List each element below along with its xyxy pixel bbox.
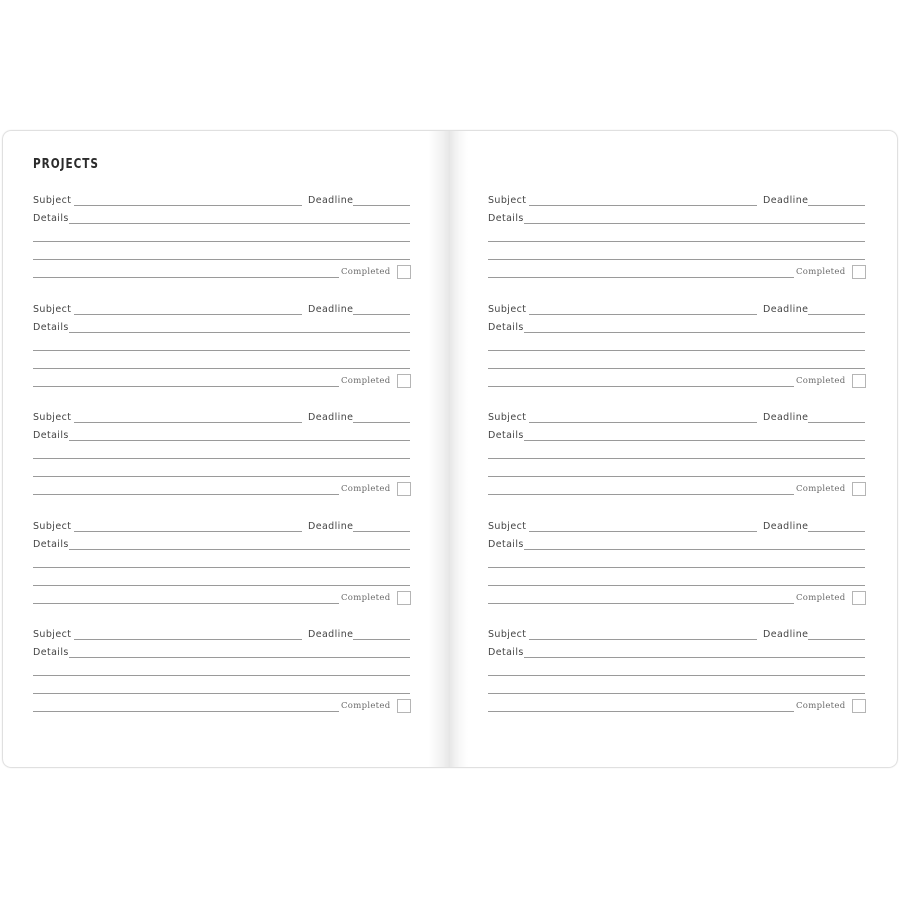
completed-checkbox[interactable]: [852, 374, 866, 388]
deadline-input-line[interactable]: [808, 531, 865, 532]
subject-label: Subject: [488, 303, 527, 315]
deadline-input-line[interactable]: [808, 314, 865, 315]
details-input-line[interactable]: [488, 693, 865, 694]
subject-input-line[interactable]: [529, 639, 757, 640]
details-input-line[interactable]: [69, 657, 410, 658]
subject-input-line[interactable]: [74, 531, 302, 532]
details-label: Details: [488, 213, 524, 224]
details-input-line[interactable]: [33, 675, 410, 676]
details-input-line[interactable]: [524, 223, 865, 224]
details-input-line[interactable]: [33, 585, 410, 586]
details-input-line[interactable]: [488, 259, 865, 260]
deadline-label: Deadline: [763, 412, 809, 423]
details-input-line[interactable]: [33, 259, 410, 260]
project-entry: [33, 627, 411, 736]
details-label: Details: [33, 321, 69, 333]
details-input-line[interactable]: [69, 440, 410, 441]
subject-input-line[interactable]: [529, 531, 757, 532]
left-page: [3, 131, 450, 767]
completed-label: Completed: [796, 592, 846, 603]
completed-checkbox[interactable]: [397, 699, 411, 713]
deadline-input-line[interactable]: [353, 422, 410, 423]
details-input-line[interactable]: [33, 368, 410, 369]
gutter-shadow: [450, 131, 468, 767]
details-input-line[interactable]: [69, 549, 410, 550]
subject-input-line[interactable]: [74, 639, 302, 640]
details-input-line[interactable]: [488, 567, 865, 568]
completed-checkbox[interactable]: [852, 591, 866, 605]
deadline-input-line[interactable]: [353, 314, 410, 315]
subject-input-line[interactable]: [529, 422, 757, 423]
details-label: Details: [33, 647, 69, 658]
details-input-line[interactable]: [488, 476, 865, 477]
details-input-line[interactable]: [524, 549, 865, 550]
details-input-line[interactable]: [33, 494, 339, 495]
details-input-line[interactable]: [488, 585, 865, 586]
completed-label: Completed: [796, 701, 846, 711]
project-entry: [33, 302, 411, 411]
details-input-line[interactable]: [524, 332, 865, 333]
details-input-line[interactable]: [488, 350, 865, 351]
deadline-input-line[interactable]: [808, 205, 865, 206]
subject-label: Subject: [33, 520, 72, 532]
deadline-label: Deadline: [308, 520, 354, 532]
deadline-label: Deadline: [763, 195, 809, 206]
deadline-label: Deadline: [308, 303, 354, 315]
deadline-input-line[interactable]: [353, 205, 410, 206]
project-entry: [488, 519, 866, 628]
details-input-line[interactable]: [488, 277, 794, 278]
completed-label: Completed: [341, 484, 391, 494]
details-input-line[interactable]: [488, 458, 865, 459]
details-input-line[interactable]: [33, 603, 339, 604]
details-input-line[interactable]: [488, 368, 865, 369]
page-title: PROJECTS: [33, 156, 99, 172]
details-label: Details: [488, 647, 524, 658]
details-label: Details: [33, 213, 69, 224]
subject-input-line[interactable]: [529, 314, 757, 315]
subject-label: Subject: [33, 195, 72, 206]
completed-checkbox[interactable]: [397, 591, 411, 605]
subject-input-line[interactable]: [529, 205, 757, 206]
deadline-label: Deadline: [308, 412, 354, 423]
subject-label: Subject: [488, 520, 527, 532]
project-entry: [33, 193, 411, 302]
completed-label: Completed: [796, 375, 846, 386]
completed-label: Completed: [341, 592, 391, 603]
project-entry: [488, 627, 866, 736]
completed-checkbox[interactable]: [397, 482, 411, 496]
deadline-label: Deadline: [308, 629, 354, 640]
completed-label: Completed: [796, 484, 846, 494]
subject-label: Subject: [488, 412, 527, 423]
deadline-label: Deadline: [763, 520, 809, 532]
details-label: Details: [488, 430, 524, 441]
completed-checkbox[interactable]: [852, 699, 866, 713]
details-input-line[interactable]: [488, 386, 794, 387]
project-entry: [33, 410, 411, 519]
details-input-line[interactable]: [33, 476, 410, 477]
completed-checkbox[interactable]: [852, 265, 866, 279]
details-label: Details: [33, 430, 69, 441]
details-input-line[interactable]: [33, 711, 339, 712]
completed-label: Completed: [796, 267, 846, 277]
details-input-line[interactable]: [488, 675, 865, 676]
subject-label: Subject: [33, 303, 72, 315]
details-input-line[interactable]: [69, 332, 410, 333]
details-label: Details: [488, 321, 524, 333]
deadline-input-line[interactable]: [808, 422, 865, 423]
project-entry: [488, 302, 866, 411]
details-input-line[interactable]: [488, 494, 794, 495]
details-label: Details: [33, 538, 69, 550]
details-input-line[interactable]: [488, 603, 794, 604]
details-input-line[interactable]: [524, 440, 865, 441]
details-input-line[interactable]: [33, 241, 410, 242]
subject-label: Subject: [33, 629, 72, 640]
project-list: [33, 193, 411, 736]
subject-label: Subject: [33, 412, 72, 423]
subject-input-line[interactable]: [74, 422, 302, 423]
details-input-line[interactable]: [33, 458, 410, 459]
project-list: [488, 193, 866, 736]
details-label: Details: [488, 538, 524, 550]
details-input-line[interactable]: [33, 277, 339, 278]
deadline-label: Deadline: [308, 195, 354, 206]
deadline-label: Deadline: [763, 303, 809, 315]
planner-spread: [3, 131, 897, 767]
deadline-input-line[interactable]: [353, 639, 410, 640]
project-entry: [33, 519, 411, 628]
subject-input-line[interactable]: [74, 314, 302, 315]
details-input-line[interactable]: [488, 241, 865, 242]
details-input-line[interactable]: [33, 386, 339, 387]
deadline-label: Deadline: [763, 629, 809, 640]
right-page: [450, 131, 897, 767]
subject-input-line[interactable]: [74, 205, 302, 206]
completed-checkbox[interactable]: [852, 482, 866, 496]
details-input-line[interactable]: [69, 223, 410, 224]
details-input-line[interactable]: [33, 567, 410, 568]
subject-label: Subject: [488, 195, 527, 206]
project-entry: [488, 193, 866, 302]
details-input-line[interactable]: [33, 693, 410, 694]
details-input-line[interactable]: [33, 350, 410, 351]
details-input-line[interactable]: [524, 657, 865, 658]
gutter-shadow: [428, 131, 450, 767]
completed-label: Completed: [341, 375, 391, 386]
project-entry: [488, 410, 866, 519]
completed-label: Completed: [341, 701, 391, 711]
subject-label: Subject: [488, 629, 527, 640]
deadline-input-line[interactable]: [353, 531, 410, 532]
completed-checkbox[interactable]: [397, 374, 411, 388]
completed-checkbox[interactable]: [397, 265, 411, 279]
completed-label: Completed: [341, 267, 391, 277]
deadline-input-line[interactable]: [808, 639, 865, 640]
details-input-line[interactable]: [488, 711, 794, 712]
